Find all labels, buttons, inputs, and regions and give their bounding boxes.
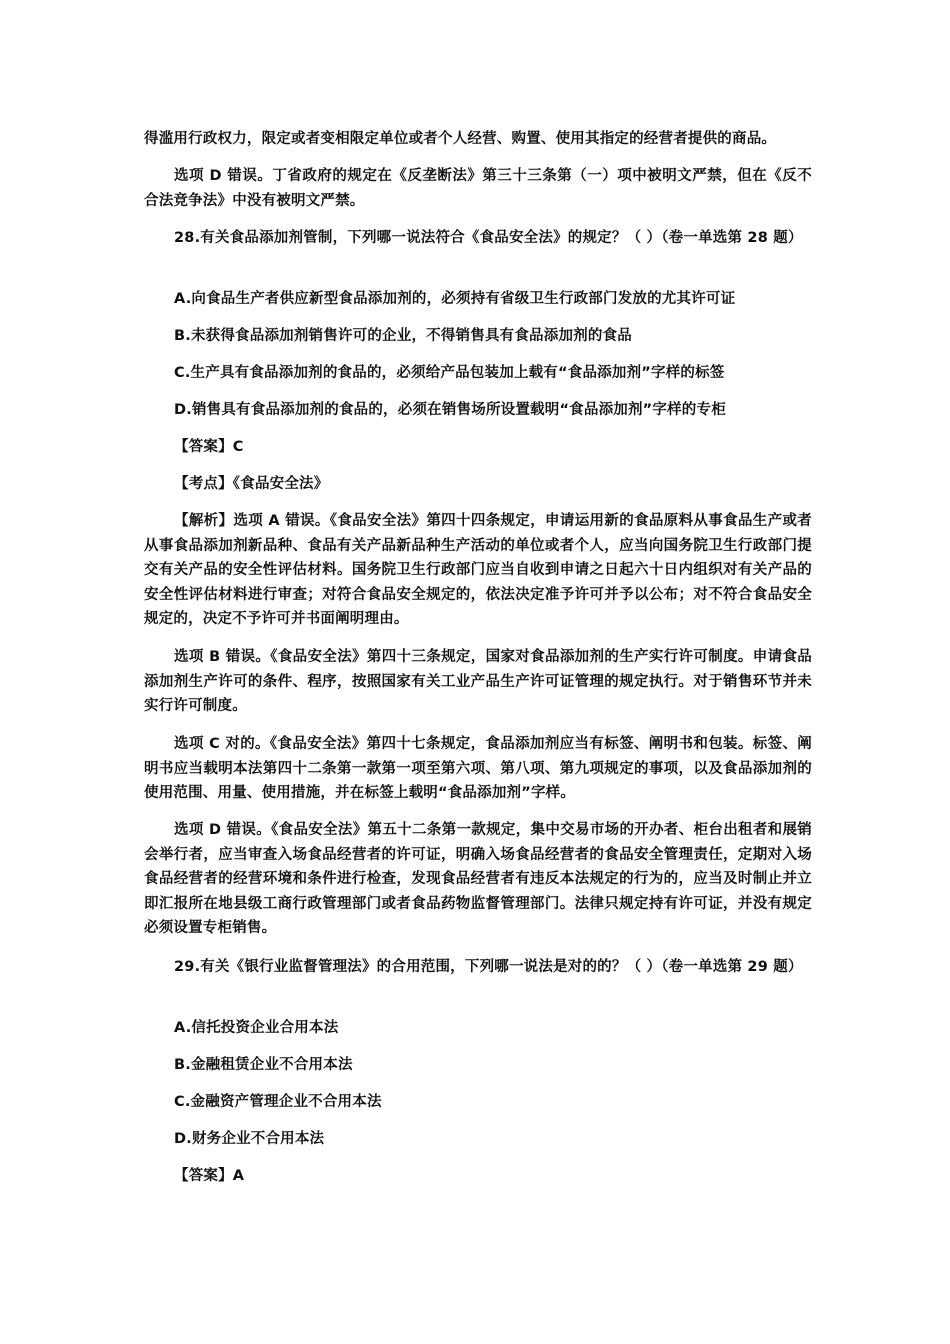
question-28-option-d: D.销售具有食品添加剂的食品的，必须在销售场所设置载明“食品添加剂”字样的专柜 <box>174 402 726 418</box>
question-28-analysis-b: 选项 B 错误。《食品安全法》第四十三条规定，国家对食品添加剂的生产实行许可制度。申请食品添加剂生产许可的条件、程序，按照国家有关工业产品生产许可证管理的规定执行。对于销售环节并未实行许可制度。 <box>144 649 812 714</box>
question-29-option-c: C.金融资产管理企业不合用本法 <box>174 1094 382 1110</box>
question-28-option-b: B.未获得食品添加剂销售许可的企业，不得销售具有食品添加剂的食品 <box>174 328 632 344</box>
question-28-option-a: A.向食品生产者供应新型食品添加剂的，必须持有省级卫生行政部门发放的尤其许可证 <box>174 291 736 307</box>
question-28-analysis-d: 选项 D 错误。《食品安全法》第五十二条第一款规定，集中交易市场的开办者、柜台出租者和展销会举行者，应当审查入场食品经营者的许可证，明确入场食品经营者的食品安全管理责任，定期对入场食品经营者的经营环境和条件进行检查，发现食品经营者有违反本法规定的行为的，应当及时制止并立即汇报所在地县级工商行政管理部门或者食品药物监督管理部门。法律只规定持有许可证，并没有规定必须设置专柜销售。 <box>144 822 812 936</box>
question-29-answer: 【答案】A <box>174 1168 245 1184</box>
question-29-option-b: B.金融租赁企业不合用本法 <box>174 1057 353 1073</box>
question-29-option-a: A.信托投资企业合用本法 <box>174 1020 339 1036</box>
question-28: 28.有关食品添加剂管制，下列哪一说法符合《食品安全法》的规定？（ ）（卷一单选第 28 题） <box>174 230 803 246</box>
question-28-analysis-a: 【解析】选项 A 错误。《食品安全法》第四十四条规定，申请运用新的食品原料从事食品生产或者从事食品添加剂新品种、食品有关产品新品种生产活动的单位或者个人，应当向国务院卫生行政部门提交有关产品的安全性评估材料。国务院卫生行政部门应当自收到申请之日起六十日内组织对有关产品的安全性评估材料进行审查；对符合食品安全规定的，依法决定准予许可并予以公布；对不符合食品安全规定的，决定不予许可并书面阐明理由。 <box>144 513 812 627</box>
paragraph-continuation: 得滥用行政权力，限定或者变相限定单位或者个人经营、购置、使用其指定的经营者提供的商品。 <box>144 131 777 147</box>
question-28-analysis-c: 选项 C 对的。《食品安全法》第四十七条规定，食品添加剂应当有标签、阐明书和包装。标签、阐明书应当载明本法第四十二条第一款第一项至第六项、第八项、第九项规定的事项，以及食品添加剂的使用范围、用量、使用措施，并在标签上载明“食品添加剂”字样。 <box>144 736 812 801</box>
question-28-topic: 【考点】《食品安全法》 <box>174 476 329 492</box>
question-28-answer: 【答案】C <box>174 439 244 455</box>
question-29: 29.有关《银行业监督管理法》的合用范围，下列哪一说法是对的的？（ ）（卷一单选第 29 题） <box>174 959 803 975</box>
question-29-option-d: D.财务企业不合用本法 <box>174 1131 325 1147</box>
question-28-option-c: C.生产具有食品添加剂的食品的，必须给产品包装加上载有“食品添加剂”字样的标签 <box>174 365 725 381</box>
paragraph-option-d-note: 选项 D 错误。丁省政府的规定在《反垄断法》第三十三条第（一）项中被明文严禁，但在《反不合法竞争法》中没有被明文严禁。 <box>144 168 812 209</box>
